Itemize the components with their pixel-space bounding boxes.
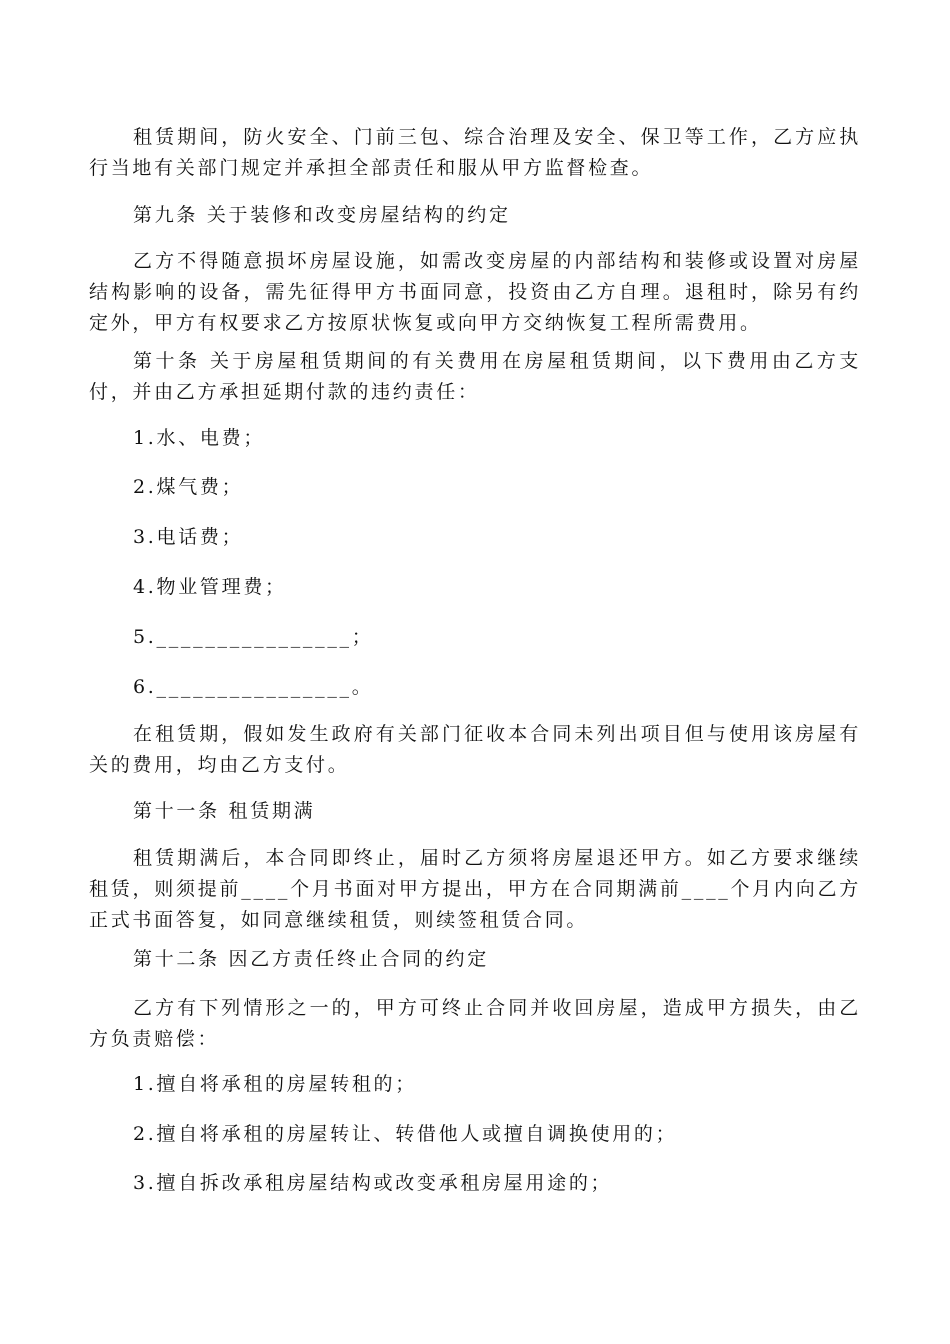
list-item-violation-1: 1.擅自将承租的房屋转租的； <box>133 1073 417 1095</box>
list-item-fee-6: 6.________________。 <box>133 676 374 698</box>
paragraph-renovation: 乙方不得随意损坏房屋设施，如需改变房屋的内部结构和装修或设置对房屋结构影响的设备，需先征得甲方书面同意，投资由乙方自理。退租时，除另有约定外，甲方有权要求乙方按原状恢复或向甲方交纳恢复工程所需费用。 <box>89 250 861 334</box>
heading-article-9: 第九条 关于装修和改变房屋结构的约定 <box>133 204 511 226</box>
paragraph-lease-expiry: 租赁期满后，本合同即终止，届时乙方须将房屋退还甲方。如乙方要求继续租赁，则须提前____个月书面对甲方提出，甲方在合同期满前____个月内向乙方正式书面答复，如同意继续租赁，则续签租赁合同。 <box>89 847 861 931</box>
paragraph-fire-safety: 租赁期间，防火安全、门前三包、综合治理及安全、保卫等工作，乙方应执行当地有关部门规定并承担全部责任和服从甲方监督检查。 <box>89 126 861 179</box>
paragraph-termination-conditions: 乙方有下列情形之一的，甲方可终止合同并收回房屋，造成甲方损失，由乙方负责赔偿： <box>89 997 861 1050</box>
list-item-violation-2: 2.擅自将承租的房屋转让、转借他人或擅自调换使用的； <box>133 1123 678 1145</box>
list-item-fee-2: 2.煤气费； <box>133 476 244 498</box>
list-item-fee-3: 3.电话费； <box>133 526 244 548</box>
paragraph-article-10: 第十条 关于房屋租赁期间的有关费用在房屋租赁期间，以下费用由乙方支付，并由乙方承担延期付款的违约责任： <box>89 350 861 403</box>
list-item-fee-5: 5.________________； <box>133 626 374 648</box>
list-item-fee-4: 4.物业管理费； <box>133 576 287 598</box>
list-item-fee-1: 1.水、电费； <box>133 427 266 449</box>
heading-article-11: 第十一条 租赁期满 <box>133 800 316 822</box>
heading-article-12: 第十二条 因乙方责任终止合同的约定 <box>133 948 489 970</box>
paragraph-government-fees: 在租赁期，假如发生政府有关部门征收本合同未列出项目但与使用该房屋有关的费用，均由乙方支付。 <box>89 723 861 776</box>
list-item-violation-3: 3.擅自拆改承租房屋结构或改变承租房屋用途的； <box>133 1172 613 1194</box>
